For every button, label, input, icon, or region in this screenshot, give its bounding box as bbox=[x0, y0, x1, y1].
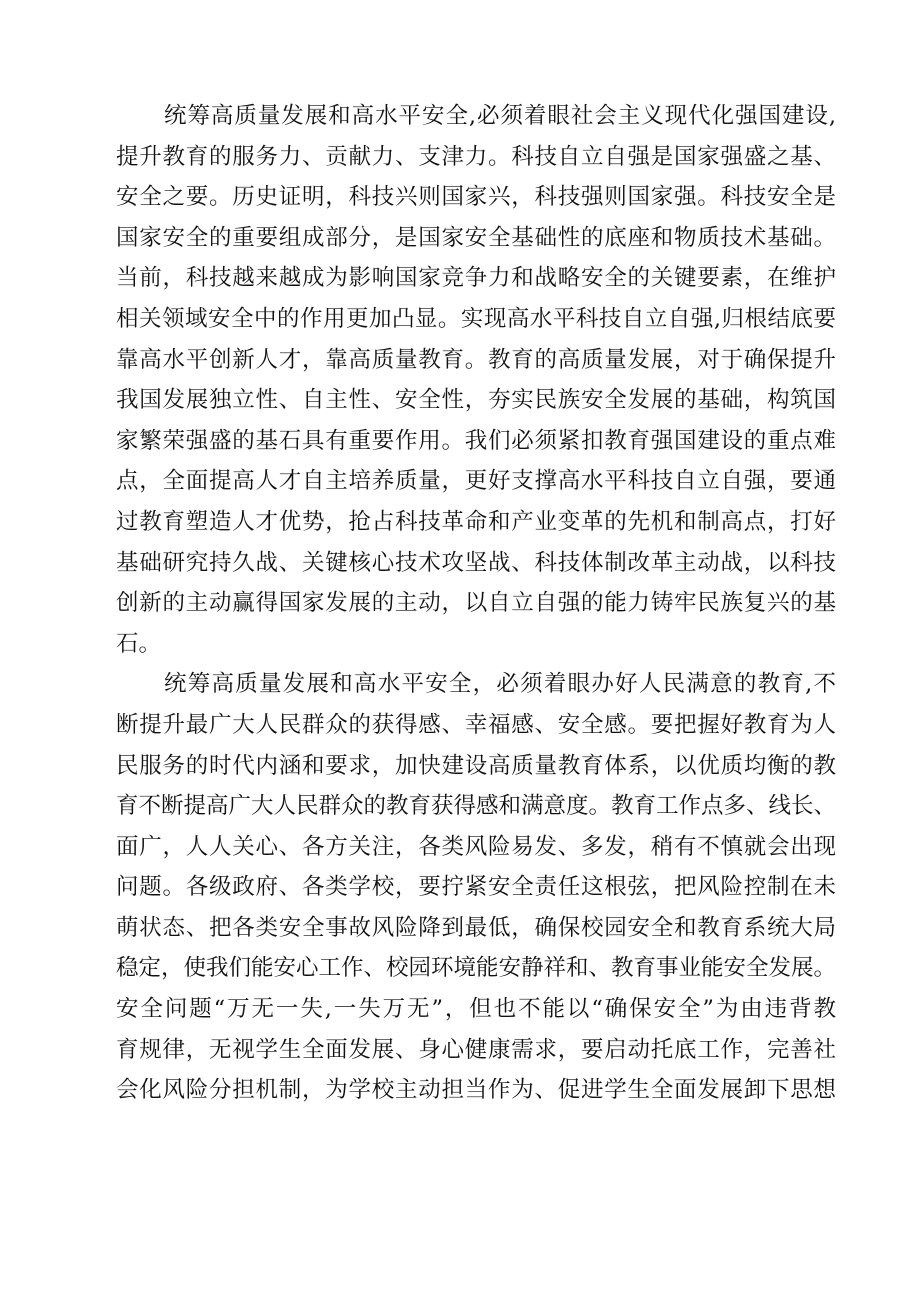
paragraph-1 bbox=[116, 96, 836, 664]
text-line: 稳定，使我们能安心工作、校园环境能安静祥和、教育事业能安全发展。 bbox=[116, 955, 837, 982]
paragraph-2 bbox=[116, 664, 836, 1111]
document-body bbox=[116, 96, 836, 1111]
text-line: 会化风险分担机制，为学校主动担当作为、促进学生全面发展卸下思想 bbox=[116, 1077, 836, 1104]
text-line: 问题。各级政府、各类学校，要拧紧安全责任这根弦，把风险控制在未 bbox=[116, 874, 836, 901]
text-line: 提升教育的服务力、贡献力、支津力。科技自立自强是国家强盛之基、 bbox=[116, 143, 836, 170]
text-line: 统筹高质量发展和高水平安全，必须着眼办好人民满意的教育,不 bbox=[164, 671, 836, 698]
text-line: 家繁荣强盛的基石具有重要作用。我们必须紧扣教育强国建设的重点难 bbox=[116, 427, 836, 454]
text-line: 靠高水平创新人才，靠高质量教育。教育的高质量发展，对于确保提升 bbox=[116, 346, 836, 373]
text-line: 断提升最广大人民群众的获得感、幸福感、安全感。要把握好教育为人 bbox=[116, 711, 836, 738]
text-line: 安全之要。历史证明，科技兴则国家兴，科技强则国家强。科技安全是 bbox=[116, 184, 836, 211]
text-line: 我国发展独立性、自主性、安全性，夯实民族安全发展的基础，构筑国 bbox=[116, 387, 836, 414]
text-line: 国家安全的重要组成部分，是国家安全基础性的底座和物质技术基础。 bbox=[116, 224, 836, 251]
text-line: 创新的主动赢得国家发展的主动，以自立自强的能力铸牢民族复兴的基 bbox=[116, 590, 836, 617]
text-line: 石。 bbox=[116, 630, 162, 657]
text-line: 基础研究持久战、关键核心技术攻坚战、科技体制改革主动战，以科技 bbox=[116, 549, 836, 576]
text-line: 面广，人人关心、各方关注，各类风险易发、多发，稍有不慎就会出现 bbox=[116, 833, 836, 860]
text-line: 萌状态、把各类安全事故风险降到最低，确保校园安全和教育系统大局 bbox=[116, 914, 836, 941]
text-line: 安全问题“万无一失,一失万无”，但也不能以“确保安全”为由违背教 bbox=[116, 996, 836, 1023]
text-line: 统筹高质量发展和高水平安全,必须着眼社会主义现代化强国建设, bbox=[164, 103, 836, 129]
text-line: 育不断提高广大人民群众的教育获得感和满意度。教育工作点多、线长、 bbox=[116, 793, 837, 820]
text-line: 当前，科技越来越成为影响国家竞争力和战略安全的关键要素，在维护 bbox=[116, 265, 836, 292]
text-line: 育规律，无视学生全面发展、身心健康需求，要启动托底工作，完善社 bbox=[116, 1036, 836, 1063]
text-line: 过教育塑造人才优势，抢占科技革命和产业变革的先机和制高点，打好 bbox=[116, 508, 836, 535]
text-line: 点，全面提高人才自主培养质量，更好支撑高水平科技自立自强，要通 bbox=[116, 468, 836, 495]
text-line: 民服务的时代内涵和要求，加快建设高质量教育体系，以优质均衡的教 bbox=[116, 752, 836, 779]
text-line: 相关领域安全中的作用更加凸显。实现高水平科技自立自强,归根结底要 bbox=[116, 305, 836, 332]
